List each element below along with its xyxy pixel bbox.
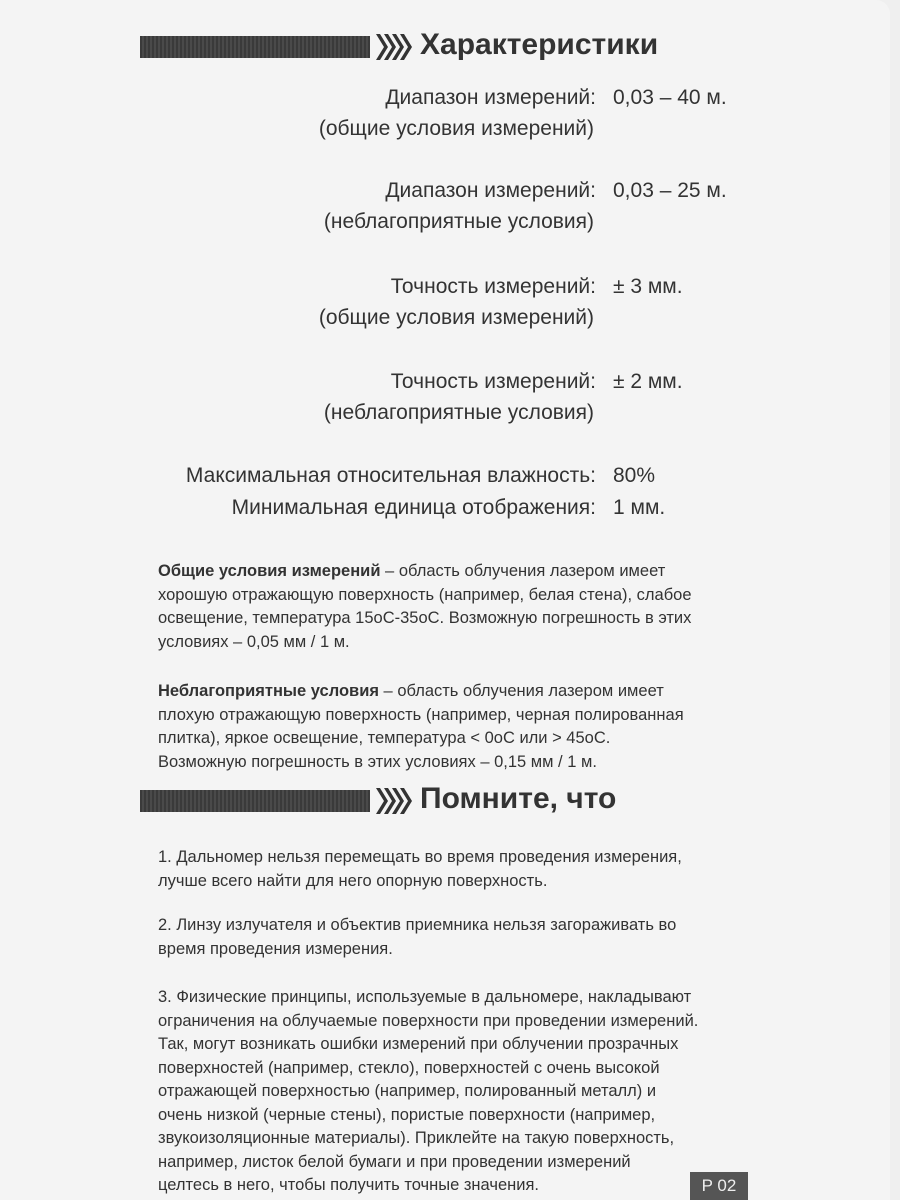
header-stripes-icon — [376, 34, 412, 60]
specs-title: Характеристики — [420, 28, 659, 61]
remember-line: например, листок белой бумаги и при проведении измерений — [158, 1152, 631, 1171]
spec-label: Диапазон измерений: — [385, 86, 596, 109]
spec-label: Диапазон измерений: — [385, 179, 596, 202]
note-line: Возможную погрешность в этих условиях – 0,15 мм / 1 м. — [158, 752, 597, 771]
spec-value: 0,03 – 25 м. — [613, 179, 727, 202]
spec-label: Максимальная относительная влажность: — [185, 464, 596, 487]
note-line: – область облучения лазером имеет — [380, 562, 666, 580]
note-line: плохую отражающую поверхность (например, черная полированная — [158, 705, 684, 724]
note-line: плитка), яркое освещение, температура < 0оС или > 45оС. — [158, 729, 611, 747]
remember-item-2 — [158, 914, 758, 961]
note-term: Общие условия измерений — [158, 562, 381, 580]
spec-value: 0,03 – 40 м. — [613, 86, 727, 109]
remember-line: время проведения измерения. — [158, 939, 393, 958]
specs-section-header — [140, 28, 760, 68]
spec-value: ± 2 мм. — [613, 370, 683, 393]
remember-item-1 — [158, 846, 758, 893]
note-adverse-conditions — [158, 680, 758, 774]
remember-item-3 — [158, 986, 758, 1198]
spec-value: ± 3 мм. — [613, 275, 683, 298]
spec-label: Минимальная единица отображения: — [231, 496, 596, 519]
note-term: Неблагоприятные условия — [158, 682, 379, 700]
spec-condition: (неблагоприятные условия) — [323, 401, 594, 424]
header-bar — [140, 790, 370, 812]
remember-line: отражающей поверхностью (например, полированный металл) и — [158, 1082, 657, 1100]
note-general-conditions — [158, 560, 758, 654]
remember-line: лучше всего найти для него опорную поверхность. — [158, 871, 548, 890]
remember-line: Так, могут возникать ошибки измерений при облучении прозрачных — [158, 1035, 679, 1053]
spec-label: Точность измерений: — [390, 275, 596, 298]
remember-line: 1. Дальномер нельзя перемещать во время проведения измерения, — [158, 848, 682, 866]
remember-line: звукоизоляционные материалы). Приклейте на такую поверхность, — [158, 1129, 675, 1147]
remember-line: поверхностей (например, стекло), поверхностей с очень высокой — [158, 1058, 660, 1077]
page-number-badge: P 02 — [690, 1172, 748, 1200]
remember-line: 2. Линзу излучателя и объектив приемника нельзя загораживать во — [158, 916, 677, 934]
spec-value: 80% — [613, 464, 656, 487]
remember-section-header — [140, 782, 760, 822]
remember-line: очень низкой (черные стены), пористые поверхности (например, — [158, 1105, 656, 1124]
remember-title: Помните, что — [420, 782, 617, 815]
note-line: – область облучения лазером имеет — [378, 682, 664, 700]
header-stripes-icon — [376, 788, 412, 814]
remember-line: ограничения на облучаемые поверхности при проведении измерений. — [158, 1011, 699, 1030]
note-line: хорошую отражающую поверхность (например, белая стена), слабое — [158, 585, 692, 604]
remember-line: 3. Физические принципы, используемые в дальномере, накладывают — [158, 988, 692, 1006]
spec-label: Точность измерений: — [390, 370, 596, 393]
note-line: освещение, температура 15оС-35оС. Возможную погрешность в этих — [158, 609, 692, 627]
spec-condition: (общие условия измерений) — [318, 306, 594, 329]
remember-line: целтесь в него, чтобы получить точные значения. — [158, 1176, 539, 1194]
spec-value: 1 мм. — [613, 496, 666, 519]
note-line: условиях – 0,05 мм / 1 м. — [158, 632, 350, 651]
header-bar — [140, 36, 370, 58]
spec-condition: (общие условия измерений) — [318, 117, 594, 140]
spec-condition: (неблагоприятные условия) — [323, 210, 594, 233]
